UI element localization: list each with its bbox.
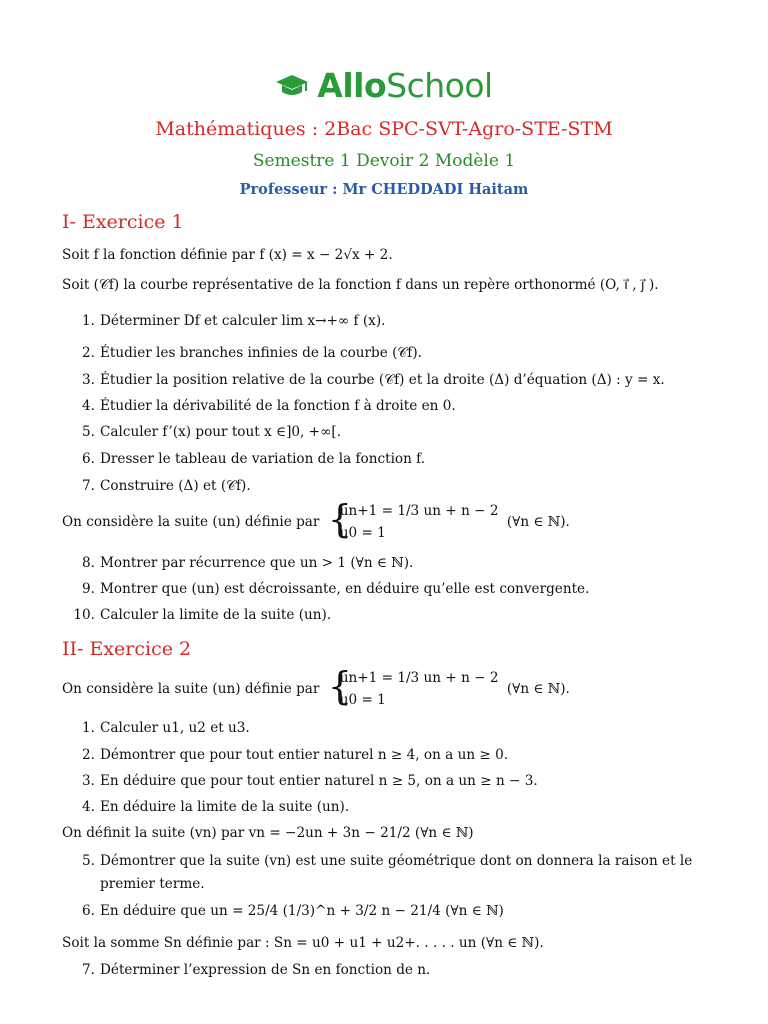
exercise-2-vn-definition: On définit la suite (vn) par vn = −2un + 3n − 21/2 (∀n ∈ ℕ) <box>62 825 474 841</box>
exercise-2-item: 7. Déterminer l’expression de Sn en fonction de n. <box>82 962 431 978</box>
exercise-2-sequence-definition: On considère la suite (un) définie par { un+1 = 1/3 un + n − 2 u0 = 1 (∀n ∈ ℕ). <box>62 664 570 708</box>
exercise-2-item: 5. Démontrer que la suite (vn) est une suite géométrique dont on donnera la raison et le <box>82 853 693 869</box>
logo-text-allo: Allo <box>317 66 387 105</box>
document-semester: Semestre 1 Devoir 2 Modèle 1 <box>252 151 516 171</box>
exercise-1-item: 7. Construire (Δ) et (𝒞f). <box>82 478 251 494</box>
exercise-1-item: 5. Calculer f’(x) pour tout x ∈]0, +∞[. <box>82 424 342 440</box>
document-title: Mathématiques : 2Bac SPC-SVT-Agro-STE-STM <box>155 118 613 140</box>
exercise-2-item: 1. Calculer u1, u2 et u3. <box>82 720 250 736</box>
exercise-1-title: I- Exercice 1 <box>62 211 184 233</box>
exercise-1-item: 2. Étudier les branches infinies de la courbe (𝒞f). <box>82 345 422 361</box>
exercise-2-sum-definition: Soit la somme Sn définie par : Sn = u0 + u1 + u2+. . . . . un (∀n ∈ ℕ). <box>62 935 544 951</box>
exercise-1-item: 1. Déterminer Df et calculer lim x→+∞ f (x). <box>82 313 386 329</box>
exercise-1-sequence-definition: On considère la suite (un) définie par { un+1 = 1/3 un + n − 2 u0 = 1 (∀n ∈ ℕ). <box>62 497 570 541</box>
exercise-2-item: 4. En déduire la limite de la suite (un). <box>82 799 350 815</box>
exercise-2-item: 2. Démontrer que pour tout entier naturel n ≥ 4, on a un ≥ 0. <box>82 747 509 763</box>
logo-text-school: School <box>386 66 493 105</box>
graduation-cap-icon <box>275 73 309 99</box>
exercise-2-item: 3. En déduire que pour tout entier naturel n ≥ 5, on a un ≥ n − 3. <box>82 773 538 789</box>
alloschool-logo <box>0 66 768 105</box>
exercise-2-item: 6. En déduire que un = 25/4 (1/3)^n + 3/2 n − 21/4 (∀n ∈ ℕ) <box>82 903 504 919</box>
exercise-1-item: 9. Montrer que (un) est décroissante, en déduire qu’elle est convergente. <box>82 581 590 597</box>
exercise-1-item: 8. Montrer par récurrence que un > 1 (∀n ∈ ℕ). <box>82 555 414 571</box>
exercise-2-item-continuation: premier terme. <box>100 876 205 892</box>
exercise-1-item: 3. Étudier la position relative de la courbe (𝒞f) et la droite (Δ) d’équation (Δ) : y = x. <box>82 372 665 388</box>
document-professor: Professeur : Mr CHEDDADI Haitam <box>239 181 529 198</box>
exercise-1-intro-1: Soit f la fonction définie par f (x) = x − 2√x + 2. <box>62 247 393 263</box>
exercise-1-intro-2: Soit (𝒞f) la courbe représentative de la fonction f dans un repère orthonormé (O, i⃗ , j⃗ ). <box>62 277 659 293</box>
exercise-1-item: 4. Étudier la dérivabilité de la fonction f à droite en 0. <box>82 398 456 414</box>
exercise-1-item: 10. Calculer la limite de la suite (un). <box>73 607 332 623</box>
exercise-2-title: II- Exercice 2 <box>62 638 192 660</box>
exercise-1-item: 6. Dresser le tableau de variation de la fonction f. <box>82 451 426 467</box>
